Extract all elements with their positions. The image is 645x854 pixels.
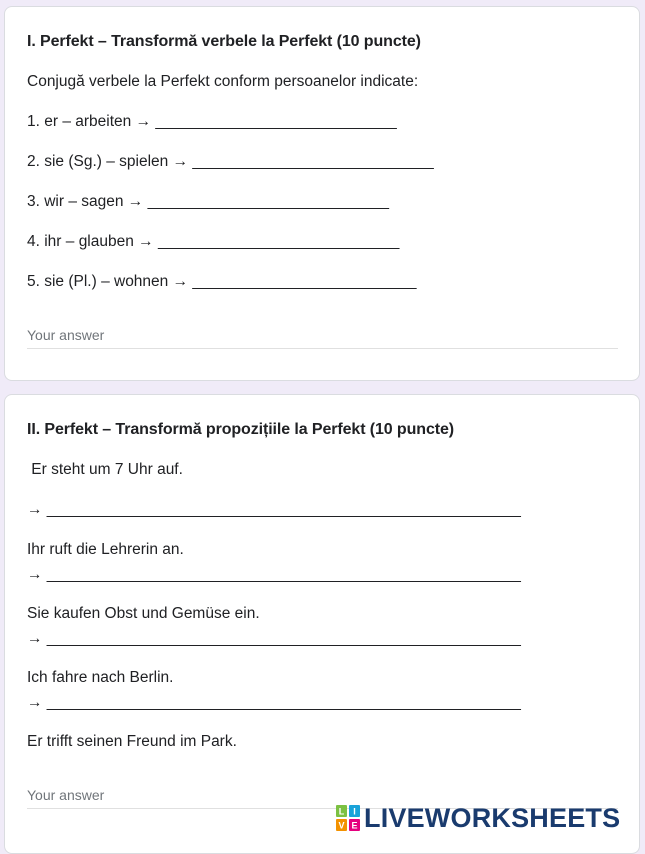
liveworksheets-text: LIVEWORKSHEETS (364, 802, 621, 833)
sentence-5: Er trifft seinen Freund im Park. (27, 733, 237, 750)
exercise-item-4: 4. ihr – glauben → ____________________________ (27, 233, 400, 250)
question-card-1 (4, 6, 640, 381)
exercise-item-1: 1. er – arbeiten → ____________________________ (27, 113, 397, 130)
answer-input-2[interactable]: Your answer (27, 787, 105, 803)
sentence-2: Ihr ruft die Lehrerin an. (27, 541, 184, 558)
answer-line-3: → _______________________________________________________ (27, 630, 521, 647)
exercise-item-3: 3. wir – sagen → ____________________________ (27, 193, 389, 210)
sentence-3: Sie kaufen Obst und Gemüse ein. (27, 605, 260, 622)
svg-text:I: I (353, 806, 356, 817)
answer-line-4: → _______________________________________________________ (27, 694, 521, 711)
answer-line-2: → _______________________________________________________ (27, 566, 521, 583)
question-card-2 (4, 394, 640, 854)
answer-input-1[interactable]: Your answer (27, 327, 105, 343)
liveworksheets-watermark (336, 802, 620, 834)
liveworksheets-logo-icon (336, 805, 360, 831)
exercise-item-2: 2. sie (Sg.) – spielen → ____________________________ (27, 153, 434, 170)
section-1-title: I. Perfekt – Transformă verbele la Perfekt (10 puncte) (27, 33, 421, 50)
svg-text:V: V (338, 820, 345, 831)
exercise-item-5: 5. sie (Pl.) – wohnen → __________________________ (27, 273, 417, 290)
section-1-instruction: Conjugă verbele la Perfekt conform persoanelor indicate: (27, 73, 419, 90)
svg-text:L: L (338, 806, 345, 817)
answer-input-underline-1 (27, 348, 618, 349)
sentence-1: Er steht um 7 Uhr auf. (27, 461, 183, 478)
svg-text:E: E (351, 820, 358, 831)
section-2-title: II. Perfekt – Transformă propozițiile la Perfekt (10 puncte) (27, 421, 455, 438)
sentence-4: Ich fahre nach Berlin. (27, 669, 174, 686)
answer-line-1: → _______________________________________________________ (27, 501, 521, 518)
